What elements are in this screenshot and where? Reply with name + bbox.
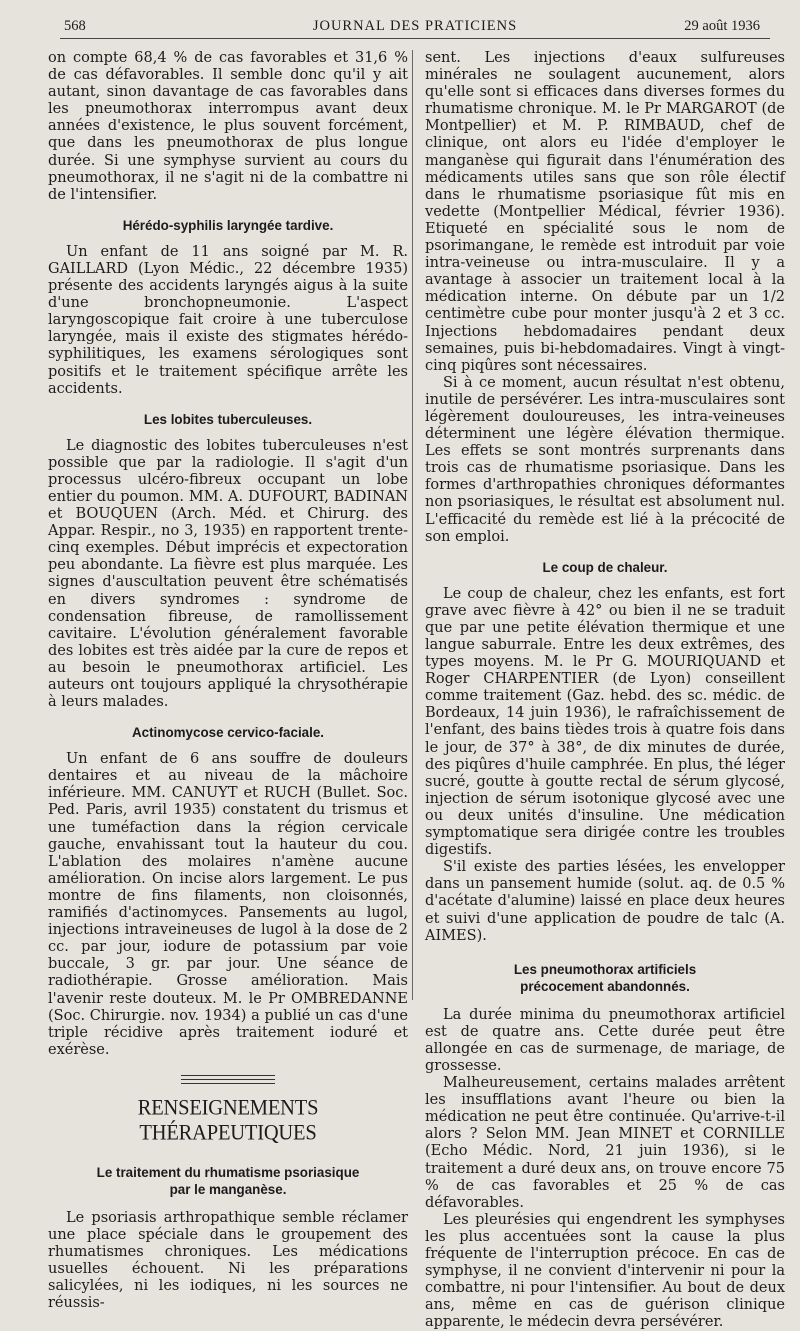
decorative-rule (181, 1075, 275, 1084)
section-title-pneumothorax-line1: Les pneumothorax artificiels (513, 961, 697, 977)
section-title-actinomycose: Actinomycose cervico-faciale. (131, 725, 325, 741)
section-text-coup-de-chaleur: Le coup de chaleur, chez les enfants, est fort grave avec fièvre à 42° ou bien il ne se traduit que par une petite élévation thermique et une langue saburrale. Entre les deux extrêmes, des types moyens. M. le Pr G. MOURIQUAND et Roger CHARPENTIER (de Lyon) conseillent comme traitement (Gaz. hebd. des sc. médic. de Bordeaux, 14 juin 1936), le rafraîchissement de l'enfant, des bains tièdes trois à quatre fois dans le jour, de 37° à 38°, de dix minutes de durée, des piqûres d'huile camphrée. En plus, thé léger sucré, goutte à goutte rectal de sérum glycosé, injection de sérum isotonique glycosé avec une ou deux unités d'insuline. Une médication symptomatique sera dirigée contre les troubles digestifs. (425, 585, 785, 859)
issue-date: 29 août 1936 (684, 18, 760, 34)
section-text-actinomycose: Un enfant de 6 ans souffre de douleurs dentaires et au niveau de la mâchoire inférieure. MM. CANUYT et RUCH (Bullet. Soc. Ped. Paris, avril 1935) constatent du trismus et une tuméfaction dans la région cervicale gauche, envahissant tout la hauteur du cou. L'ablation des molaires n'amène aucune amélioration. On incise alors largement. Le pus montre de fins filaments, non cloisonnés, ramifiés d'actinomyces. Pansements au lugol, injections intraveineuses de lugol à la dose de 2 cc. par jour, iodure de potassium par voie buccale, 3 gr. par jour. Une séance de radiothérapie. Grosse amélioration. Mais l'avenir reste douteux. M. le Pr OMBREDANNE (Soc. Chirurgie. nov. 1934) a publié un cas d'une triple récidive après traitement ioduré et exérèse. (48, 751, 408, 1058)
section-text-pneumothorax-3: Les pleurésies qui engendrent les symphyses les plus accentuées sont la cause la plus fréquente de l'interruption précoce. En cas de symphyse, il ne convient d'intervenir ni pour la combattre, ni pour l'intensifier. Au bout de deux ans, même en cas de guérison clinique apparente, le médecin devra persévérer. (425, 1211, 785, 1331)
continued-paragraph: sent. Les injections d'eaux sulfureuses minérales ne soulagent aucunement, alors qu'elle sont si efficaces dans diverses formes du rhumatisme chronique. M. le Pr MARGAROT (de Montpellier) et M. P. RIMBAUD, chef de clinique, ont alors eu l'idée d'employer le manganèse qui figurait dans l'énumération des médicaments utiles sans que son rôle électif dans le rhumatisme psoriasique fût mis en vedette (Montpellier Médical, février 1936). Etiqueté en spécialité sous le nom de psorimangane, le remède est introduit par voie intra-veineuse ou intra-musculaire. Il y a avantage à associer un traitement local à la médication interne. On débute par un 1/2 centimètre cube pour monter jusqu'à 2 et 3 cc. Injections hebdomadaires pendant deux semaines, puis bi-hebdomadaires. Vingt à vingt-cinq piqûres sont nécessaires. (425, 50, 785, 374)
section-text-heredo-syphilis: Un enfant de 11 ans soigné par M. R. GAILLARD (Lyon Médic., 22 décembre 1935) présente des accidents laryngés aigus à la suite d'une bronchopneumonie. L'aspect laryngoscopique fait croire à une tuberculose laryngée, mais il existe des stigmates hérédo-syphilitiques, les examens sérologiques sont positifs et le traitement spécifique arrête les accidents. (48, 243, 408, 397)
section-text-coup-de-chaleur-2: S'il existe des parties lésées, les envelopper dans un pansement humide (solut. aq. de 0.5 % d'acétate d'alumine) laissé en place deux heures et suivi d'une application de poudre de talc (A. AIMES). (425, 859, 785, 944)
paragraph-resultats: Si à ce moment, aucun résultat n'est obtenu, inutile de persévérer. Les intra-musculaires sont légèrement douloureuses, les intra-veineuses déterminent une légère élévation thermique. Les effets se sont montrés surprenants dans trois cas de rhumatisme psoriasique. Dans les formes d'arthropathies chroniques déformantes non psoriasiques, le résultat est absolument nul. L'efficacité du remède est lié à la précocité de son emploi. (425, 374, 785, 545)
section-title-heredo-syphilis: Hérédo-syphilis laryngée tardive. (122, 217, 334, 233)
section-title-rhumatisme-line1: Le traitement du rhumatisme psoriasique (96, 1164, 360, 1180)
column-divider (412, 50, 413, 1000)
running-header (60, 14, 770, 39)
intro-paragraph: on compte 68,4 % de cas favorables et 31,6 % de cas défavorables. Il semble donc qu'il y ait autant, sinon davantage de cas favorables dans les pneumothorax interrompus avant deux années d'existence, le plus souvent forcément, que dans les pneumothorax de plus longue durée. Si une symphyse survient au cours du pneumothorax, il ne s'agit ni de la combattre ni de l'intensifier. (48, 50, 408, 203)
section-title-pneumothorax (425, 961, 785, 995)
section-title-coup-de-chaleur: Le coup de chaleur. (542, 559, 668, 575)
main-section-heading: RENSEIGNEMENTS THÉRAPEUTIQUES (137, 1095, 319, 1146)
section-text-pneumothorax-2: Malheureusement, certains malades arrêtent les insufflations avant l'heure ou bien la médication ne peut être continuée. Qu'arrive-t-il alors ? Selon MM. Jean MINET et CORNILLE (Echo Médic. Nord, 21 juin 1936), si le traitement a duré deux ans, on trouve encore 75 % de cas favorables et 25 % de cas défavorables. (425, 1075, 785, 1211)
section-text-lobites: Le diagnostic des lobites tuberculeuses n'est possible que par la radiologie. Il s'agit d'un processus ulcéro-fibreux occupant un lobe entier du poumon. MM. A. DUFOURT, BADINAN et BOUQUEN (Arch. Méd. et Chirurg. des Appar. Respir., no 3, 1935) en rapportent trente-cinq exemples. Début imprécis et expectoration peu abondante. La fièvre est plus marquée. Les signes d'auscultation peuvent être schématisés en divers syndromes : syndrome de condensation fibreuse, de ramollissement cavitaire. L'évolution généralement favorable des lobites est très aidée par la cure de repos et au besoin le pneumothorax artificiel. Les auteurs ont toujours appliqué la chrysothérapie à leurs malades. (48, 437, 408, 711)
section-text-rhumatisme: Le psoriasis arthropathique semble réclamer une place spéciale dans le groupement des rhumatismes chroniques. Les médications usuelles échouent. Ni les préparations salicylées, ni les iodiques, ni les sources ne réussis- (48, 1209, 408, 1312)
section-title-lobites: Les lobites tuberculeuses. (143, 411, 313, 427)
section-title-pneumothorax-line2: précocement abandonnés. (520, 978, 690, 994)
left-column (48, 50, 408, 1312)
page-number: 568 (64, 18, 86, 34)
journal-title: JOURNAL DES PRATICIENS (312, 18, 518, 34)
section-text-pneumothorax-1: La durée minima du pneumothorax artificiel est de quatre ans. Cette durée peut être allongée en cas de surmenage, de mariage, de grossesse. (425, 1006, 785, 1074)
section-title-rhumatisme (48, 1164, 408, 1198)
right-column (425, 50, 785, 1331)
section-title-rhumatisme-line2: par le manganèse. (169, 1181, 287, 1197)
